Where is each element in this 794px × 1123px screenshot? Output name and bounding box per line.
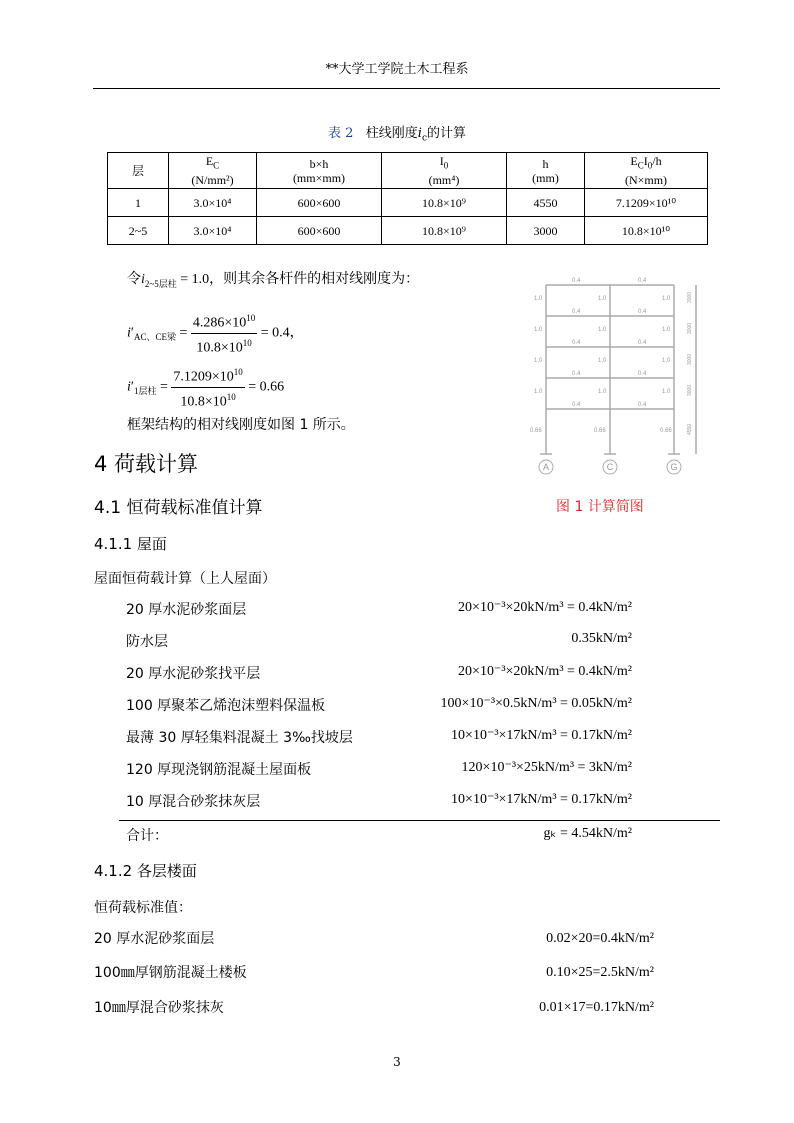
svg-text:0.4: 0.4: [572, 402, 581, 408]
table-cell: 3.0×10⁴: [169, 217, 257, 245]
table-caption-tail: 的计算: [427, 126, 467, 141]
svg-text:1.0: 1.0: [534, 296, 543, 302]
svg-text:3000: 3000: [687, 353, 693, 365]
floor-item-value: 0.10×25=2.5kN/m²: [546, 965, 654, 980]
axis-labels: [543, 462, 678, 472]
svg-text:3000: 3000: [687, 322, 693, 334]
roof-item-label: 防水层: [126, 634, 168, 650]
frame-diagram: [520, 270, 710, 480]
svg-text:3000: 3000: [687, 291, 693, 303]
table-cell: 2~5: [108, 217, 169, 245]
roof-item-value: 20×10⁻³×20kN/m³ = 0.4kN/m²: [458, 664, 632, 679]
table-header-cell: 层: [108, 153, 169, 189]
base-labels: [530, 428, 672, 434]
table-cell: 3000: [507, 217, 585, 245]
equation-beam-stiffness: $i'_{AC、CE梁}$ = $\frac{4.286\times 10^{10}}{10.8\times 10^{10}}$ = 0.4，: [127, 309, 304, 357]
roof-item-value: 0.35kN/m²: [571, 631, 632, 646]
table-header-cell: $E_CI_0/h$ (N×mm): [585, 153, 708, 189]
frame-lines: [540, 285, 696, 454]
table-cell: 600×600: [257, 189, 382, 217]
svg-text:3000: 3000: [687, 384, 693, 396]
svg-text:1.0: 1.0: [662, 327, 671, 333]
stiffness-intro: 令$i_{2\sim 5层柱} = 1.0$，则其余各杆件的相对线刚度为：: [127, 271, 420, 289]
total-rule: [119, 820, 720, 821]
svg-text:0.66: 0.66: [594, 428, 606, 434]
roof-subtitle: 屋面恒荷载计算（上人屋面）: [94, 571, 276, 587]
roof-item-label: 最薄 30 厚轻集料混凝土 3‰找坡层: [126, 730, 353, 746]
figure-caption: 图 1 计算简图: [556, 499, 644, 515]
table-cell: 10.8×10¹⁰: [585, 217, 708, 245]
svg-text:1.0: 1.0: [662, 358, 671, 364]
table-caption-number: 表 2: [327, 126, 354, 141]
svg-text:0.4: 0.4: [572, 371, 581, 377]
svg-text:1.0: 1.0: [598, 358, 607, 364]
table-row: [108, 217, 708, 245]
svg-text:1.0: 1.0: [534, 358, 543, 364]
svg-text:1.0: 1.0: [598, 389, 607, 395]
svg-text:0.4: 0.4: [638, 278, 647, 284]
floor-item-label: 10㎜厚混合砂浆抹灰: [94, 1000, 224, 1016]
floor-item-label: 20 厚水泥砂浆面层: [94, 931, 215, 947]
table-cell: 7.1209×10¹⁰: [585, 189, 708, 217]
roof-item-value: 120×10⁻³×25kN/m³ = 3kN/m²: [461, 760, 632, 775]
floor-item-label: 100㎜厚钢筋混凝土楼板: [94, 965, 247, 981]
table-cell: 4550: [507, 189, 585, 217]
table-caption-subscript: c: [421, 133, 428, 144]
svg-text:1.0: 1.0: [662, 389, 671, 395]
table-cell: 3.0×10⁴: [169, 189, 257, 217]
table-cell: 10.8×10⁹: [382, 217, 507, 245]
svg-text:C: C: [606, 462, 614, 472]
section-4-1-1-heading: 4.1.1 屋面: [94, 535, 167, 553]
svg-text:0.4: 0.4: [572, 309, 581, 315]
column-stiffness-table: [107, 152, 708, 245]
roof-item-label: 120 厚现浇钢筋混凝土屋面板: [126, 762, 312, 778]
total-label: 合计：: [126, 828, 168, 844]
figure-reference: 框架结构的相对线刚度如图 1 所示。: [127, 417, 355, 433]
svg-text:G: G: [670, 462, 678, 472]
table-header-cell: $I_0$ (mm⁴): [382, 153, 507, 189]
svg-text:0.4: 0.4: [572, 340, 581, 346]
column-labels: [534, 296, 671, 395]
floor-item-value: 0.02×20=0.4kN/m²: [546, 931, 654, 946]
table-caption-text: 柱线刚度: [365, 126, 418, 141]
roof-item-value: 10×10⁻³×17kN/m³ = 0.17kN/m²: [451, 792, 632, 807]
svg-text:4550: 4550: [687, 423, 693, 435]
table-cell: 600×600: [257, 217, 382, 245]
roof-item-value: 100×10⁻³×0.5kN/m³ = 0.05kN/m²: [440, 696, 632, 711]
section-4-heading: 4 荷载计算: [94, 452, 199, 476]
svg-text:0.4: 0.4: [638, 309, 647, 315]
svg-text:1.0: 1.0: [598, 327, 607, 333]
table-cell: 1: [108, 189, 169, 217]
header-rule: [93, 88, 720, 89]
equation-column-stiffness: $i'_{1层柱}$ = $\frac{7.1209\times 10^{10}}{10.8\times 10^{10}}$ = 0.66: [127, 363, 284, 411]
roof-item-value: 10×10⁻³×17kN/m³ = 0.17kN/m²: [451, 728, 632, 743]
table-header-cell: h (mm): [507, 153, 585, 189]
svg-text:1.0: 1.0: [662, 296, 671, 302]
table-header-cell: b×h (mm×mm): [257, 153, 382, 189]
table-header-row: [108, 153, 708, 189]
roof-item-label: 100 厚聚苯乙烯泡沫塑料保温板: [126, 698, 326, 714]
roof-item-label: 10 厚混合砂浆抹灰层: [126, 794, 261, 810]
dimension-labels: [687, 292, 693, 435]
total-value: gₖ = 4.54kN/m²: [543, 826, 632, 841]
page-number: 3: [393, 1055, 401, 1069]
roof-item-label: 20 厚水泥砂浆面层: [126, 602, 247, 618]
floor-subtitle: 恒荷载标准值：: [94, 900, 192, 916]
page-header: **大学工学院土木工程系: [325, 62, 469, 77]
table-caption-symbol: i: [417, 126, 422, 141]
svg-text:1.0: 1.0: [534, 389, 543, 395]
section-4-1-heading: 4.1 恒荷载标准值计算: [94, 498, 263, 518]
roof-item-label: 20 厚水泥砂浆找平层: [126, 666, 261, 682]
svg-text:0.4: 0.4: [638, 340, 647, 346]
table-row: [108, 189, 708, 217]
svg-text:0.4: 0.4: [572, 278, 581, 284]
roof-item-value: 20×10⁻³×20kN/m³ = 0.4kN/m²: [458, 600, 632, 615]
section-4-1-2-heading: 4.1.2 各层楼面: [94, 862, 197, 880]
table-cell: 10.8×10⁹: [382, 189, 507, 217]
svg-text:1.0: 1.0: [598, 296, 607, 302]
table-caption: [0, 122, 794, 144]
floor-item-value: 0.01×17=0.17kN/m²: [539, 1000, 654, 1015]
svg-text:1.0: 1.0: [534, 327, 543, 333]
svg-text:A: A: [542, 462, 550, 472]
table-header-cell: $E_C$ (N/mm²): [169, 153, 257, 189]
svg-text:0.66: 0.66: [530, 428, 542, 434]
svg-text:0.4: 0.4: [638, 402, 647, 408]
svg-text:0.66: 0.66: [660, 428, 672, 434]
svg-text:0.4: 0.4: [638, 371, 647, 377]
